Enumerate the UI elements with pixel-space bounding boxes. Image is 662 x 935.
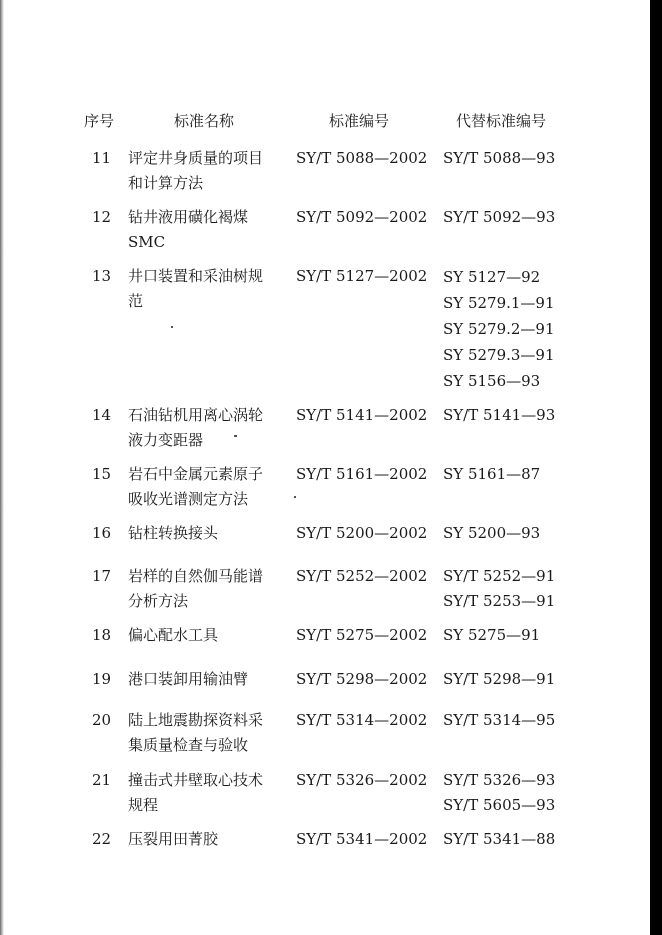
row-replaced: SY 5127—92 SY 5279.1—91 SY 5279.2—91 SY 5279.3—91 SY 5156—93 [443, 268, 555, 390]
row-code: SY/T 5127—2002 [296, 267, 428, 285]
table-row [84, 708, 584, 768]
row-replaced: SY/T 5326—93 SY/T 5605—93 [443, 771, 556, 814]
row-code: SY/T 5088—2002 [296, 149, 428, 167]
row-seq: 14 [92, 406, 112, 424]
row-replaced: SY/T 5252—91 SY/T 5253—91 [443, 567, 556, 610]
header-seq: 序号 [84, 112, 115, 130]
row-replaced: SY/T 5314—95 [443, 711, 556, 729]
row-name: 石油钻机用离心涡轮 液力变距器 [128, 406, 264, 449]
row-seq: 21 [92, 771, 112, 789]
header-code: 标准编号 [329, 112, 390, 130]
scan-speck [294, 496, 296, 498]
row-replaced: SY/T 5092—93 [443, 208, 556, 226]
row-replaced: SY/T 5298—91 [443, 670, 556, 688]
row-code: SY/T 5326—2002 [296, 771, 428, 789]
scan-edge-right [650, 0, 662, 935]
table-row [84, 667, 584, 708]
row-name: 撞击式井壁取心技术 规程 [128, 771, 264, 814]
row-seq: 17 [92, 567, 112, 585]
row-replaced: SY/T 5141—93 [443, 406, 556, 424]
row-code: SY/T 5200—2002 [296, 524, 428, 542]
table-row [84, 827, 584, 857]
row-code: SY/T 5141—2002 [296, 406, 428, 424]
row-replaced: SY 5200—93 [443, 524, 541, 542]
row-seq: 22 [92, 830, 112, 848]
table-header [84, 106, 584, 146]
row-seq: 12 [92, 208, 112, 226]
standards-table [84, 106, 584, 857]
row-code: SY/T 5298—2002 [296, 670, 428, 688]
table-row [84, 264, 584, 403]
scan-edge-left [0, 0, 4, 935]
row-name: 钻井液用磺化褐煤 SMC [128, 208, 249, 251]
table-row [84, 205, 584, 264]
header-replaced: 代替标准编号 [456, 112, 547, 130]
row-name: 偏心配水工具 [128, 626, 219, 644]
table-row [84, 462, 584, 521]
row-replaced: SY 5161—87 [443, 465, 541, 483]
row-name: 钻柱转换接头 [128, 524, 219, 542]
row-code: SY/T 5341—2002 [296, 830, 428, 848]
row-replaced: SY/T 5341—88 [443, 830, 556, 848]
row-name: 岩石中金属元素原子 吸收光谱测定方法 [128, 465, 264, 508]
row-seq: 11 [92, 149, 112, 167]
row-seq: 13 [92, 267, 112, 285]
row-replaced: SY/T 5088—93 [443, 149, 556, 167]
table-row [84, 521, 584, 564]
table-row [84, 564, 584, 623]
table-row [84, 768, 584, 827]
row-name: 岩样的自然伽马能谱 分析方法 [128, 567, 264, 610]
row-code: SY/T 5092—2002 [296, 208, 428, 226]
row-seq: 18 [92, 626, 112, 644]
row-name: 港口装卸用输油臂 [128, 670, 249, 688]
row-seq: 20 [92, 711, 112, 729]
row-name: 压裂用田菁胶 [128, 830, 219, 848]
row-replaced: SY 5275—91 [443, 626, 541, 644]
row-seq: 19 [92, 670, 112, 688]
header-name: 标准名称 [174, 112, 235, 130]
row-name: 评定井身质量的项目 和计算方法 [128, 149, 264, 192]
scan-speck [171, 326, 173, 328]
table-row [84, 623, 584, 667]
row-seq: 16 [92, 524, 112, 542]
row-seq: 15 [92, 465, 112, 483]
scan-speck [234, 435, 237, 437]
table-row [84, 403, 584, 462]
row-code: SY/T 5275—2002 [296, 626, 428, 644]
row-code: SY/T 5314—2002 [296, 711, 428, 729]
row-code: SY/T 5161—2002 [296, 465, 428, 483]
table-row [84, 146, 584, 205]
row-name: 井口装置和采油树规 范 [128, 267, 264, 310]
row-name: 陆上地震勘探资料采 集质量检查与验收 [128, 711, 264, 754]
row-code: SY/T 5252—2002 [296, 567, 428, 585]
